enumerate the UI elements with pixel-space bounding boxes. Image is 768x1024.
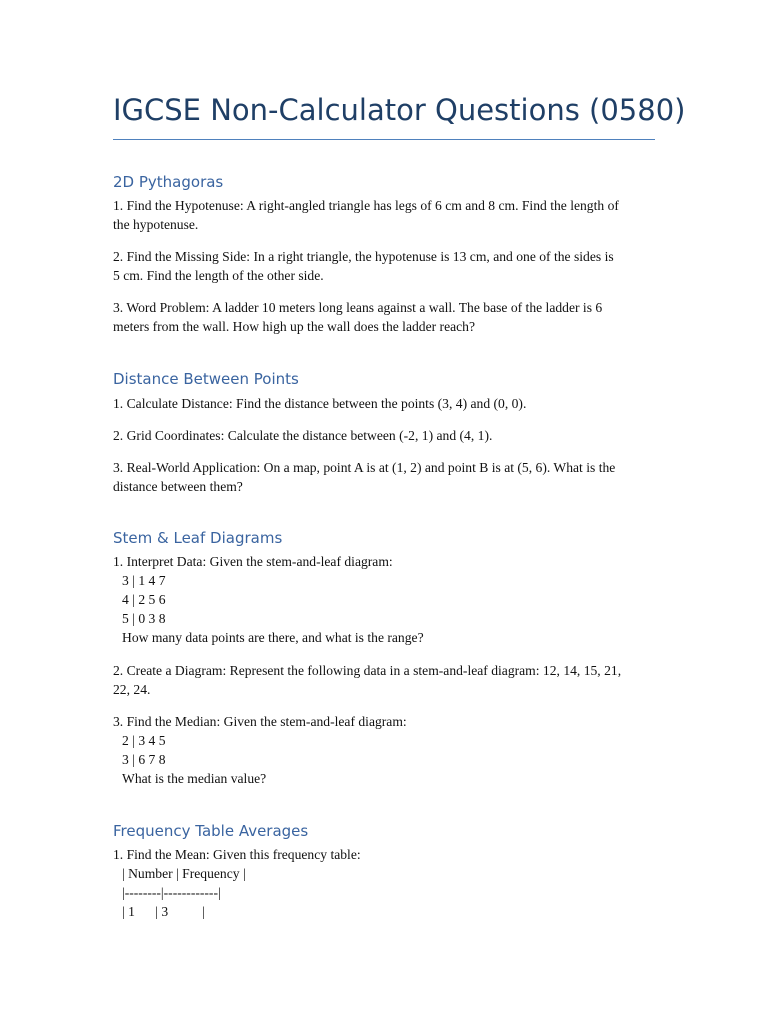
document-title: IGCSE Non-Calculator Questions (0580) bbox=[113, 93, 686, 127]
question-line: the hypotenuse. bbox=[113, 217, 199, 232]
question-line: 2. Find the Missing Side: In a right triangle, the hypotenuse is 13 cm, and one of the sides is bbox=[113, 249, 614, 264]
question-line: 3. Word Problem: A ladder 10 meters long leans against a wall. The base of the ladder is 6 bbox=[113, 300, 603, 315]
section-heading-frequency-table-averages: Frequency Table Averages bbox=[113, 822, 309, 840]
question-line: 3. Real-World Application: On a map, point A is at (1, 2) and point B is at (5, 6). What is the bbox=[113, 460, 616, 475]
question-line: 1. Find the Hypotenuse: A right-angled triangle has legs of 6 cm and 8 cm. Find the length of bbox=[113, 198, 619, 213]
title-divider bbox=[113, 139, 655, 140]
stem-leaf-row: 4 | 2 5 6 bbox=[122, 592, 166, 607]
section-heading-2d-pythagoras: 2D Pythagoras bbox=[113, 173, 224, 191]
frequency-table-row: | 1 | 3 | bbox=[122, 904, 205, 919]
question-line: 1. Calculate Distance: Find the distance between the points (3, 4) and (0, 0). bbox=[113, 396, 527, 411]
question-line: 2. Create a Diagram: Represent the following data in a stem-and-leaf diagram: 12, 14, 15, 21, bbox=[113, 663, 622, 678]
question-line: 1. Find the Mean: Given this frequency table: bbox=[113, 847, 361, 862]
question-line: How many data points are there, and what is the range? bbox=[122, 630, 424, 645]
question-line: 3. Find the Median: Given the stem-and-leaf diagram: bbox=[113, 714, 407, 729]
question-line: meters from the wall. How high up the wall does the ladder reach? bbox=[113, 319, 475, 334]
question-line: 5 cm. Find the length of the other side. bbox=[113, 268, 324, 283]
stem-leaf-row: 3 | 6 7 8 bbox=[122, 752, 166, 767]
stem-leaf-row: 2 | 3 4 5 bbox=[122, 733, 166, 748]
question-line: What is the median value? bbox=[122, 771, 267, 786]
question-line: 22, 24. bbox=[113, 682, 151, 697]
frequency-table-row: |--------|------------| bbox=[122, 885, 221, 900]
section-heading-distance-between-points: Distance Between Points bbox=[113, 370, 299, 388]
frequency-table-row: | Number | Frequency | bbox=[122, 866, 246, 881]
question-line: 1. Interpret Data: Given the stem-and-leaf diagram: bbox=[113, 554, 393, 569]
question-line: distance between them? bbox=[113, 479, 243, 494]
stem-leaf-row: 5 | 0 3 8 bbox=[122, 611, 166, 626]
question-line: 2. Grid Coordinates: Calculate the distance between (-2, 1) and (4, 1). bbox=[113, 428, 493, 443]
stem-leaf-row: 3 | 1 4 7 bbox=[122, 573, 166, 588]
section-heading-stem-leaf-diagrams: Stem & Leaf Diagrams bbox=[113, 529, 283, 547]
